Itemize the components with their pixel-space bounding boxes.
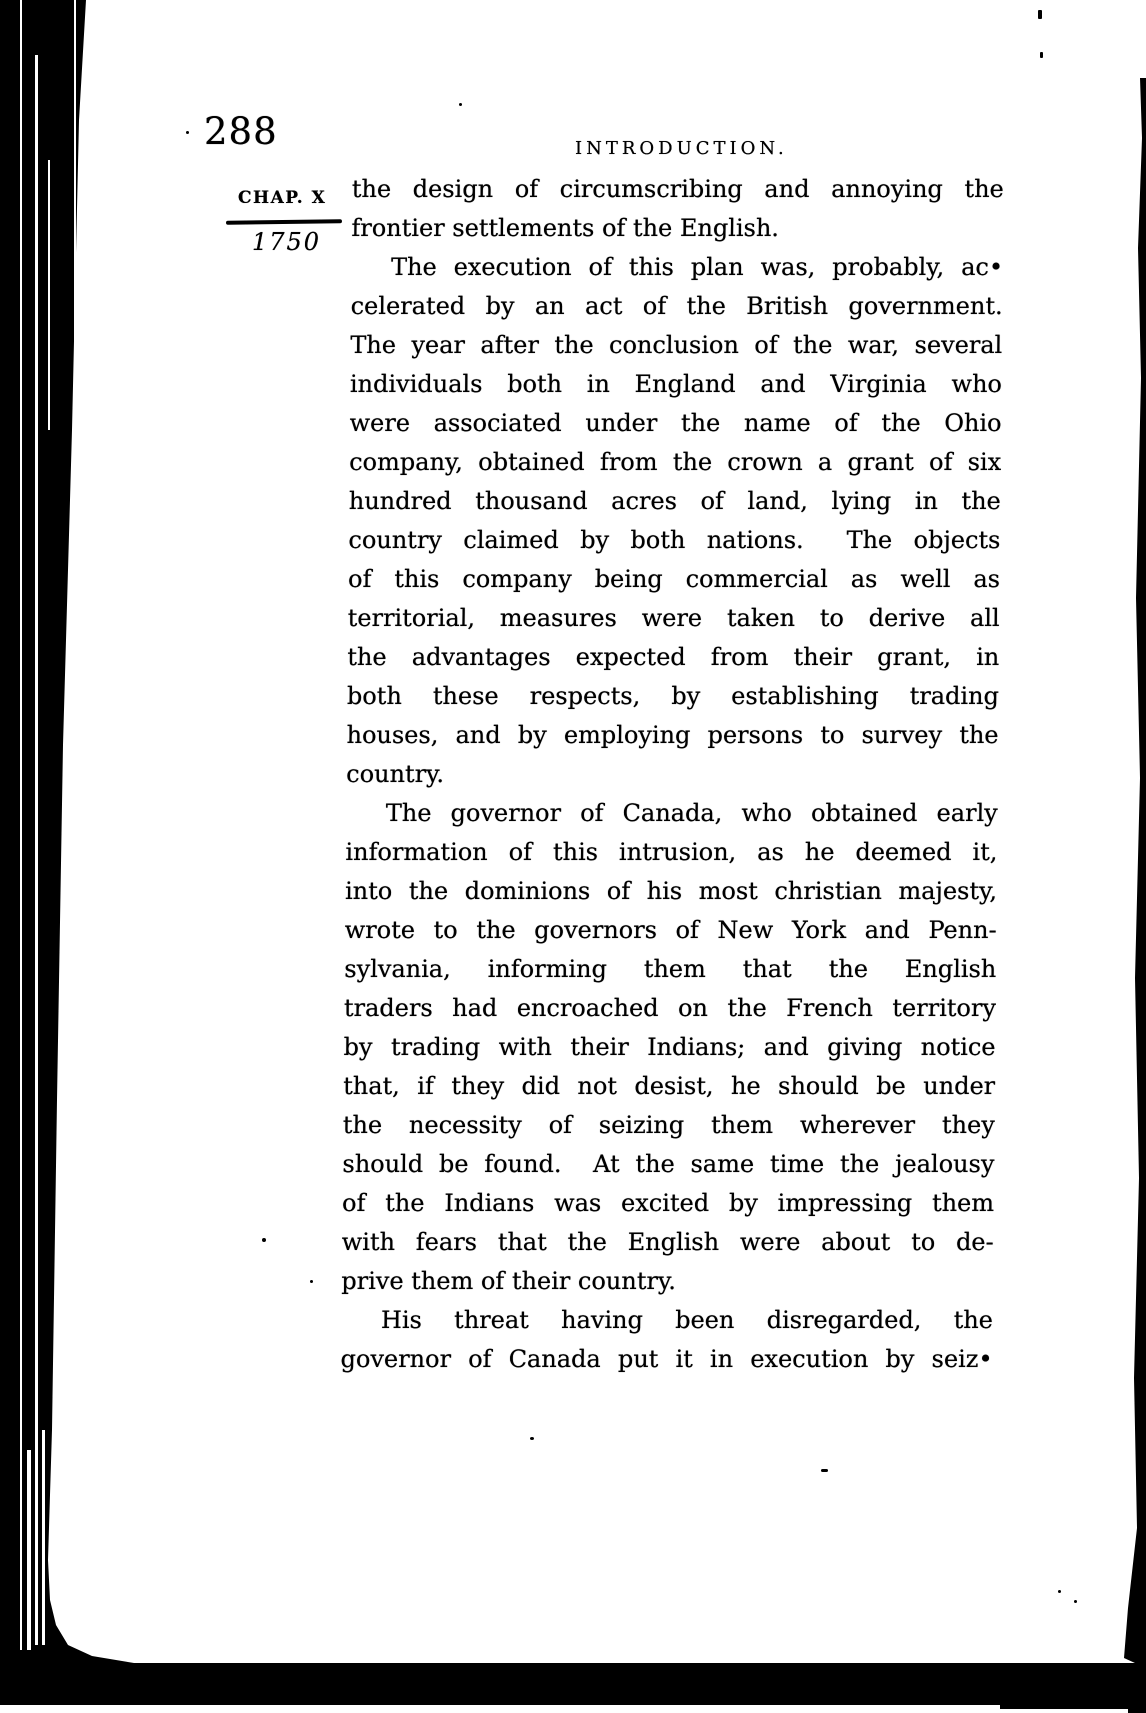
margin-year-label: 1750: [252, 228, 322, 256]
page-number: 288: [204, 110, 278, 153]
body-line: The execution of this plan was, probably, ac•: [390, 253, 1004, 281]
scan-bar-bottom-edge: [1000, 1705, 1146, 1709]
body-text-column: [340, 170, 1004, 1379]
margin-chapter-label: CHAP. X: [238, 188, 327, 208]
running-header: INTRODUCTION.: [575, 138, 788, 159]
ink-speck: [821, 1469, 828, 1472]
gutter-white-streak: [74, 0, 76, 420]
body-line: information of this intrusion, as he deemed it,: [345, 838, 998, 866]
body-line: sylvania, informing them that the English: [344, 955, 997, 983]
body-line: both these respects, by establishing trading: [346, 682, 1000, 710]
body-line: that, if they did not desist, he should be under: [343, 1072, 996, 1100]
body-line: territorial, measures were taken to derive all: [347, 604, 1000, 632]
body-line: country claimed by both nations. The objects: [348, 526, 1001, 554]
gutter-white-streak: [20, 0, 22, 1650]
body-line: into the dominions of his most christian majesty,: [344, 877, 998, 905]
body-line: His threat having been disregarded, the: [380, 1306, 994, 1334]
body-line: houses, and by employing persons to survey the: [346, 721, 999, 749]
margin-rule: [226, 219, 342, 225]
body-line: frontier settlements of the English.: [351, 214, 780, 242]
body-line: The governor of Canada, who obtained early: [385, 799, 998, 827]
ink-speck: [310, 1280, 313, 1283]
ink-speck: [1040, 52, 1043, 58]
body-line: were associated under the name of the Ohio: [349, 409, 1002, 437]
body-line: prive them of their country.: [341, 1267, 677, 1295]
scan-bar-bottom: [0, 1663, 1146, 1705]
body-line: governor of Canada put it in execution by seiz•: [340, 1345, 993, 1373]
body-line: with fears that the English were about to de-: [341, 1228, 994, 1256]
body-line: the design of circumscribing and annoying the: [351, 175, 1004, 203]
gutter-white-streak: [42, 1430, 45, 1645]
scan-streak-right: [1124, 78, 1146, 1668]
body-line: the necessity of seizing them wherever they: [342, 1111, 995, 1139]
gutter-white-streak: [35, 55, 38, 1645]
ink-speck: [186, 131, 189, 134]
gutter-white-streak: [27, 1450, 31, 1650]
body-line: The year after the conclusion of the war, several: [350, 331, 1003, 359]
gutter-white-streak: [48, 160, 50, 430]
body-line: of the Indians was excited by impressing them: [341, 1189, 995, 1217]
body-line: should be found. At the same time the jealousy: [342, 1150, 995, 1178]
body-line: individuals both in England and Virginia who: [349, 370, 1003, 398]
body-line: traders had encroached on the French territory: [343, 994, 997, 1022]
ink-speck: [459, 103, 462, 106]
body-line: wrote to the governors of New York and Penn-: [344, 916, 997, 944]
body-line: country.: [346, 760, 445, 788]
body-line: company, obtained from the crown a grant of six: [349, 448, 1002, 476]
body-line: celerated by an act of the British government.: [350, 292, 1003, 320]
ink-speck: [1074, 1600, 1077, 1603]
ink-speck: [1038, 10, 1042, 19]
body-line: by trading with their Indians; and giving notice: [343, 1033, 996, 1061]
body-line: of this company being commercial as well as: [347, 565, 1001, 593]
ink-speck: [262, 1238, 266, 1242]
body-line: hundred thousand acres of land, lying in the: [348, 487, 1001, 515]
ink-speck: [530, 1437, 534, 1440]
scan-bar-bottom-corner: [1128, 1705, 1146, 1713]
body-line: the advantages expected from their grant, in: [347, 643, 1000, 671]
ink-speck: [1058, 1590, 1061, 1593]
